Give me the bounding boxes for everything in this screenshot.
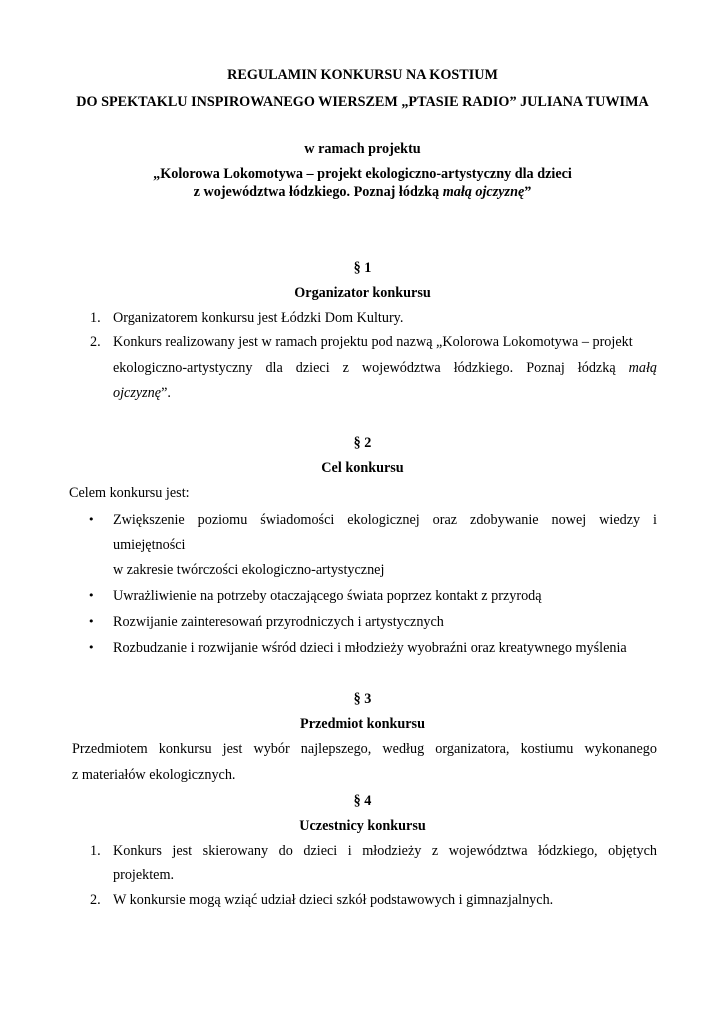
section-2-heading: Cel konkursu — [321, 460, 404, 476]
project-name-closing-quote: ” — [524, 184, 532, 200]
document-title-line-1: REGULAMIN KONKURSU NA KOSTIUM — [227, 67, 498, 83]
section-2-intro: Celem konkursu jest: — [69, 485, 190, 501]
section-1-heading: Organizator konkursu — [294, 285, 431, 301]
list-number: 1. — [90, 310, 101, 326]
bullet-icon: • — [88, 641, 95, 654]
bullet-1-line-2: umiejętności — [113, 537, 186, 553]
project-name-text: z województwa łódzkiego. Poznaj łódzką — [193, 184, 443, 200]
bullet-3-text: Rozwijanie zainteresowań przyrodniczych i artystycznych — [113, 614, 444, 630]
list-item-emphasis-2: ojczyznę — [113, 385, 162, 401]
section-3-text-line-1: Przedmiotem konkursu jest wybór najlepszego, według organizatora, kostiumu wykonanego — [72, 741, 657, 757]
section-4-heading: Uczestnicy konkursu — [299, 818, 426, 834]
bullet-1-line-1: Zwiększenie poziomu świadomości ekologicznej oraz zdobywanie nowej wiedzy i — [113, 512, 657, 528]
framework-label: w ramach projektu — [304, 141, 421, 157]
bullet-4-text: Rozbudzanie i rozwijanie wśród dzieci i młodzieży wyobraźni oraz kreatywnego myślenia — [113, 640, 627, 656]
section-2-number: § 2 — [353, 435, 372, 451]
section-3-number: § 3 — [353, 691, 372, 707]
list-item-emphasis: małą — [628, 360, 657, 376]
section-4-item-1-line-2: projektem. — [113, 867, 175, 883]
list-item-closing: ”. — [161, 385, 171, 401]
list-item-text-line-1: Konkurs realizowany jest w ramach projektu pod nazwą „Kolorowa Lokomotywa – projekt — [113, 334, 633, 350]
project-name-line-1: „Kolorowa Lokomotywa – projekt ekologiczno-artystyczny dla dzieci — [153, 166, 572, 182]
bullet-icon: • — [88, 589, 95, 602]
section-3-heading: Przedmiot konkursu — [300, 716, 425, 732]
project-name-emphasis: małą ojczyznę — [442, 184, 525, 200]
section-1-number: § 1 — [353, 260, 372, 276]
list-item-text: Organizatorem konkursu jest Łódzki Dom Kultury. — [113, 310, 404, 326]
document-title-line-2: DO SPEKTAKLU INSPIROWANEGO WIERSZEM „PTASIE RADIO” JULIANA TUWIMA — [76, 94, 649, 110]
list-number: 2. — [90, 892, 101, 908]
list-item-text: W konkursie mogą wziąć udział dzieci szkół podstawowych i gimnazjalnych. — [113, 892, 554, 908]
section-3-text-line-2: z materiałów ekologicznych. — [72, 767, 236, 783]
list-number: 1. — [90, 843, 101, 859]
bullet-2-text: Uwrażliwienie na potrzeby otaczającego świata poprzez kontakt z przyrodą — [113, 588, 542, 604]
section-4-number: § 4 — [353, 793, 372, 809]
section-1-item-2-line-2 — [113, 359, 657, 377]
section-1-item-2-line-3 — [113, 384, 171, 402]
list-item-text-line-2: ekologiczno-artystyczny dla dzieci z województwa łódzkiego. Poznaj łódzką — [113, 360, 629, 376]
project-name-line-2 — [0, 183, 725, 201]
bullet-1-line-3: w zakresie twórczości ekologiczno-artystycznej — [113, 562, 385, 578]
section-4-item-1-line-1: Konkurs jest skierowany do dzieci i młodzieży z województwa łódzkiego, objętych — [113, 843, 657, 859]
list-number: 2. — [90, 334, 101, 350]
bullet-icon: • — [88, 615, 95, 628]
bullet-icon: • — [88, 513, 95, 526]
